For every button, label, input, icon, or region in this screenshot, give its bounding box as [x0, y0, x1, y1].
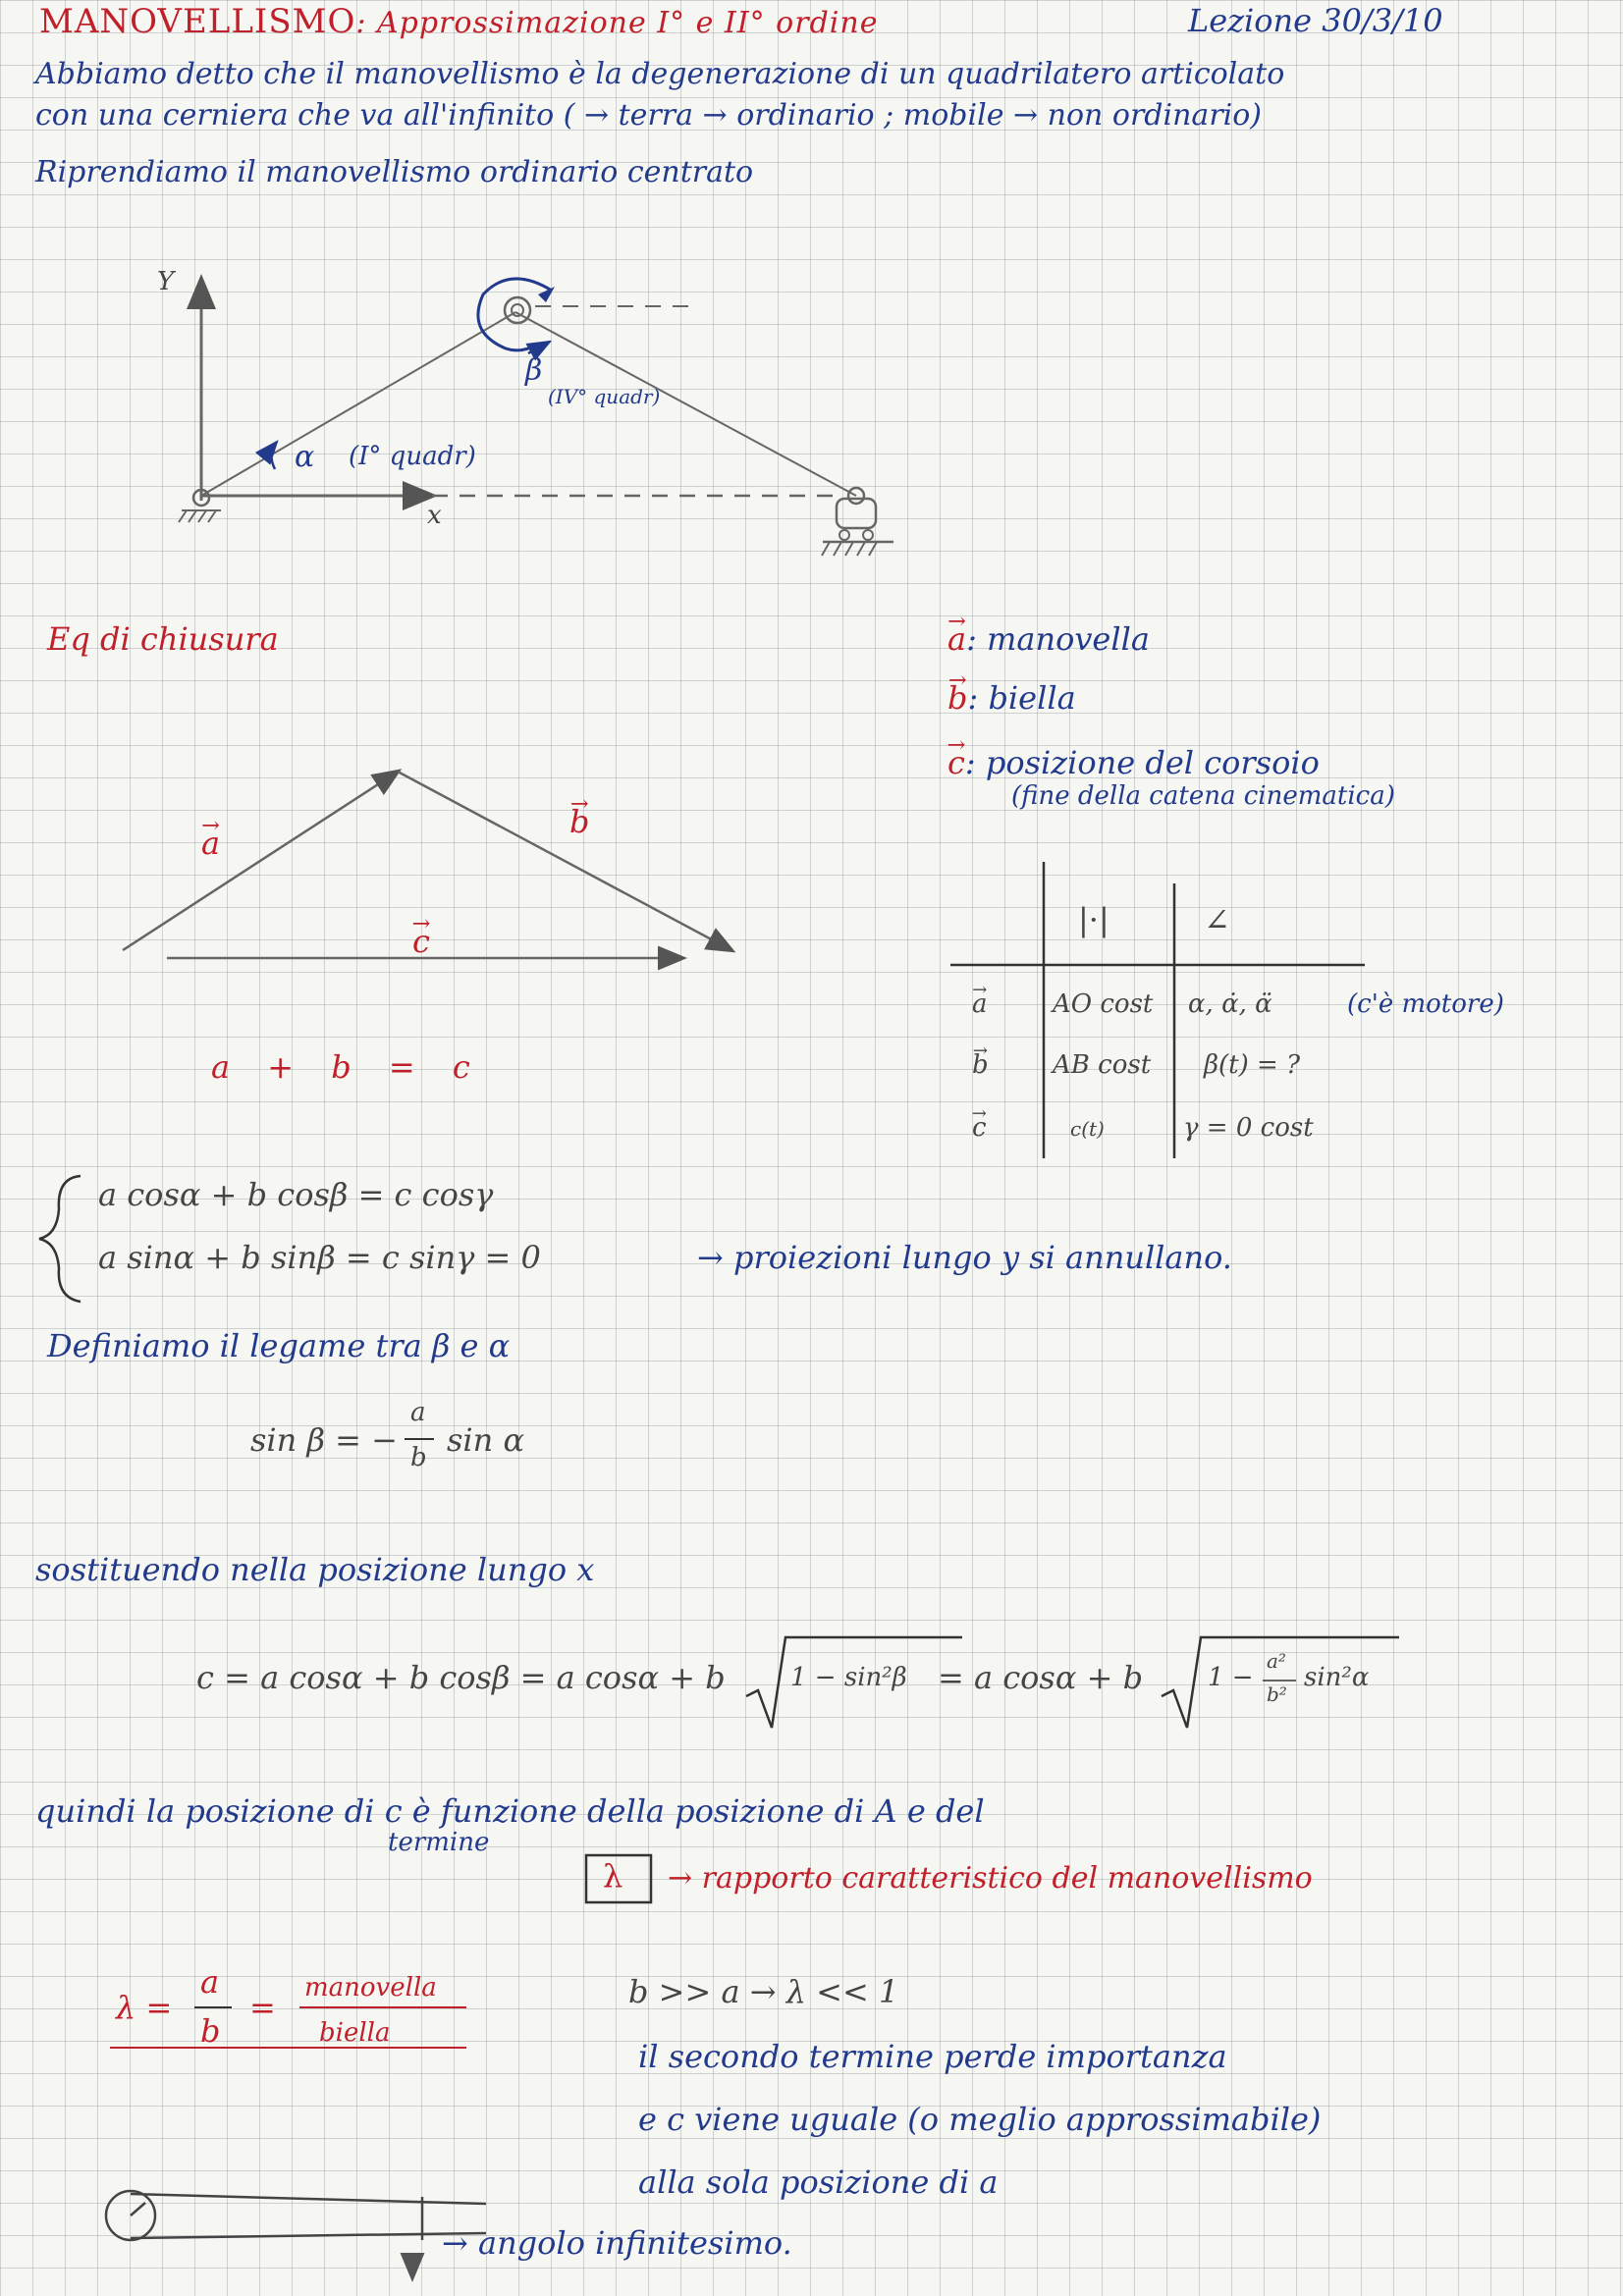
- alpha-quadrant-note: (I° quadr): [349, 442, 476, 471]
- substitution-text: sostituendo nella posizione lungo x: [35, 1551, 595, 1588]
- consequence-line-1: b >> a → λ << 1: [628, 1973, 899, 2010]
- x-axis-label: x: [427, 501, 442, 530]
- system-brace: [39, 1176, 81, 1302]
- title-subtitle: : Approssimazione I° e II° ordine: [355, 6, 879, 40]
- lambda-def-lhs: λ =: [116, 1989, 173, 2026]
- consequence-line-3: e c viene uguale (o meglio approssimabile): [638, 2101, 1322, 2138]
- substitution-root-2-den: b²: [1267, 1682, 1287, 1706]
- alpha-label: α: [295, 440, 315, 474]
- legend-corsoio-note: (fine della catena cinematica): [1011, 781, 1395, 811]
- substitution-root-2-post: sin²α: [1304, 1663, 1370, 1692]
- lambda-def-word-num: manovella: [304, 1973, 437, 2002]
- infinitesimal-angle-sketch: [106, 2191, 486, 2277]
- legend-a-desc: : manovella: [966, 620, 1150, 658]
- legend-c-desc: : posizione del corsoio: [964, 744, 1320, 781]
- y-axis-label: Y: [157, 267, 175, 296]
- table-row-c-mod: c(t): [1070, 1117, 1105, 1141]
- table-row-a-note: (c'è motore): [1347, 989, 1504, 1019]
- conclusion-line-2: termine: [388, 1828, 490, 1857]
- closure-heading: Eq di chiusura: [47, 620, 279, 658]
- substitution-root-2-num: a²: [1267, 1649, 1286, 1673]
- substitution-part-1: c = a cosα + b cosβ = a cosα + b: [196, 1659, 726, 1696]
- vector-b-line: [398, 772, 731, 950]
- legame-rhs: sin α: [447, 1421, 525, 1459]
- table-row-b-mod: AB cost: [1053, 1050, 1152, 1080]
- table-header-modulus: |·|: [1078, 901, 1109, 938]
- base-hinge-ground: [179, 510, 221, 522]
- lambda-def-eq: =: [249, 1989, 276, 2026]
- mechanism-diagram: [179, 280, 893, 556]
- legend-biella: [947, 679, 1076, 717]
- lambda-def-num: a: [200, 1963, 220, 2001]
- closure-equation: a + b = c: [211, 1048, 484, 1086]
- vector-a-symbol: → a: [201, 825, 220, 862]
- beta-quadrant-note: (IV° quadr): [548, 385, 661, 408]
- system-eq-1: a cosα + b cosβ = c cosγ: [98, 1176, 494, 1213]
- lambda-def-word-den: biella: [319, 2018, 391, 2048]
- table-row-a-mod: AO cost: [1053, 989, 1154, 1019]
- consequence-line-4: alla sola posizione di a: [638, 2163, 999, 2201]
- vector-c-label: [412, 923, 430, 960]
- substitution-root-1: 1 − sin²β: [790, 1663, 907, 1692]
- lambda-box: λ: [603, 1857, 623, 1895]
- substitution-root-2-pre: 1 −: [1208, 1663, 1254, 1692]
- legame-num: a: [410, 1398, 426, 1427]
- vector-b-label: [569, 803, 589, 840]
- legame-den: b: [410, 1443, 427, 1472]
- lambda-description: → rapporto caratteristico del manovellismo: [668, 1861, 1313, 1896]
- table-row-a-ang: α, α̇, α̈: [1188, 989, 1272, 1019]
- consequence-line-2: il secondo termine perde importanza: [638, 2038, 1227, 2075]
- table-row-b: [972, 1050, 989, 1080]
- lambda-def-den: b: [200, 2012, 221, 2050]
- vector-a-line: [123, 772, 398, 950]
- vector-c-symbol: → c: [412, 923, 430, 960]
- legend-a-symbol: → a: [947, 620, 966, 658]
- legend-c-symbol: → c: [947, 744, 965, 781]
- intro-line-2: con una cerniera che va all'infinito ( → terra → ordinario ; mobile → non ordinario): [35, 98, 1263, 133]
- table-row-a-vec: → a: [972, 989, 988, 1019]
- table-row-b-ang: β(t) = ?: [1204, 1050, 1301, 1080]
- intro-line-1: Abbiamo detto che il manovellismo è la degenerazione di un quadrilatero articolato: [35, 57, 1285, 91]
- conclusion-line-1: quindi la posizione di c è funzione della posizione di A e del: [35, 1792, 985, 1830]
- system-eq-2: a sinα + b sinβ = c sinγ = 0: [98, 1239, 541, 1276]
- legame-heading: Definiamo il legame tra β e α: [47, 1327, 511, 1364]
- intro-line-3: Riprendiamo il manovellismo ordinario centrato: [35, 155, 754, 189]
- legend-manovella: [947, 620, 1150, 658]
- system-note: → proiezioni lungo y si annullano.: [697, 1239, 1232, 1276]
- substitution-part-2: = a cosα + b: [938, 1659, 1144, 1696]
- vector-a-label: [201, 825, 220, 862]
- legend-b-desc: : biella: [967, 679, 1076, 717]
- vector-b-symbol: → b: [569, 803, 589, 840]
- alpha-arc: [271, 442, 277, 469]
- table-row-b-vec: → b: [972, 1050, 989, 1080]
- legame-lhs: sin β = −: [250, 1421, 398, 1459]
- lesson-date: Lezione 30/3/10: [1188, 2, 1443, 39]
- title-text: MANOVELLISMO: [39, 2, 356, 41]
- beta-label: β: [525, 353, 543, 388]
- table-row-c-vec: → c: [972, 1113, 987, 1143]
- legend-corsoio: [947, 744, 1320, 781]
- crank-pin: [505, 297, 530, 323]
- slider-ground-hatch: [822, 542, 877, 556]
- consequence-note: → angolo infinitesimo.: [442, 2224, 792, 2262]
- table-row-c-ang: γ = 0 cost: [1183, 1113, 1314, 1143]
- table-header-angle: ∠: [1204, 901, 1230, 938]
- table-row-a: [972, 989, 988, 1019]
- table-row-c: [972, 1113, 987, 1143]
- legend-b-symbol: → b: [947, 679, 967, 717]
